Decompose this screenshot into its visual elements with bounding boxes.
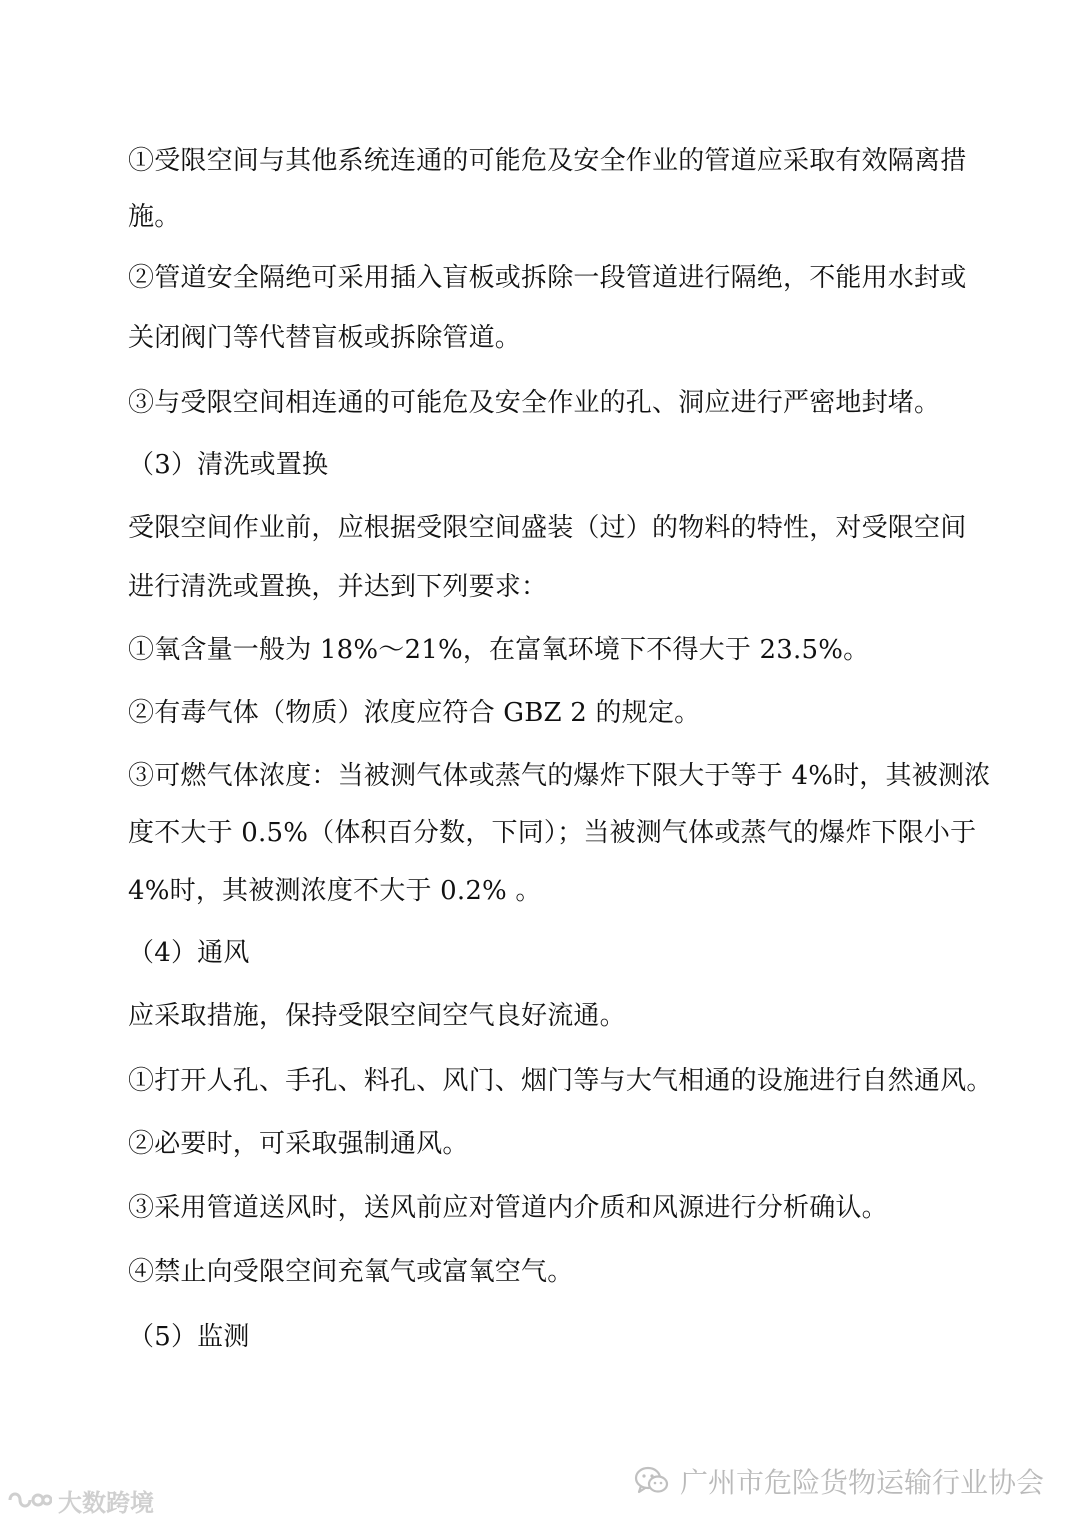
paragraph-line: ①打开人孔、手孔、料孔、风门、烟门等与大气相通的设施进行自然通风。 (128, 1066, 993, 1096)
paragraph-line: 施。 (128, 202, 181, 232)
paragraph-line: ②管道安全隔绝可采用插入盲板或拆除一段管道进行隔绝，不能用水封或 (128, 263, 967, 293)
logo-icon (6, 1487, 52, 1513)
wechat-icon (634, 1465, 670, 1497)
paragraph-line: 4%时，其被测浓度不大于 0.2% 。 (128, 876, 542, 906)
paragraph-line: ③采用管道送风时，送风前应对管道内介质和风源进行分析确认。 (128, 1193, 888, 1223)
paragraph-line: ②有毒气体（物质）浓度应符合 GBZ 2 的规定。 (128, 698, 701, 728)
paragraph-line: ①氧含量一般为 18%～21%，在富氧环境下不得大于 23.5%。 (128, 635, 870, 665)
paragraph-line: ④禁止向受限空间充氧气或富氧空气。 (128, 1257, 574, 1287)
paragraph-line: ③与受限空间相连通的可能危及安全作业的孔、洞应进行严密地封堵。 (128, 388, 941, 418)
section-heading: （4）通风 (128, 938, 250, 968)
corner-logo (6, 1482, 154, 1518)
paragraph-line: ②必要时，可采取强制通风。 (128, 1129, 469, 1159)
paragraph-line: 应采取措施，保持受限空间空气良好流通。 (128, 1001, 626, 1031)
paragraph-line: 受限空间作业前，应根据受限空间盛装（过）的物料的特性，对受限空间 (128, 513, 967, 543)
source-watermark (634, 1458, 1044, 1504)
section-heading: （5）监测 (128, 1322, 250, 1352)
section-heading: （3）清洗或置换 (128, 450, 329, 480)
paragraph-line: 度不大于 0.5%（体积百分数，下同）；当被测气体或蒸气的爆炸下限小于 (128, 818, 977, 848)
paragraph-line: 进行清洗或置换，并达到下列要求： (128, 572, 548, 602)
corner-logo-text: 大数跨境 (58, 1488, 154, 1517)
watermark-text: 广州市危险货物运输行业协会 (679, 1466, 1044, 1499)
paragraph-line: 关闭阀门等代替盲板或拆除管道。 (128, 323, 522, 353)
paragraph-line: ③可燃气体浓度：当被测气体或蒸气的爆炸下限大于等于 4%时，其被测浓 (128, 761, 991, 791)
paragraph-line: ①受限空间与其他系统连通的可能危及安全作业的管道应采取有效隔离措 (128, 146, 967, 176)
